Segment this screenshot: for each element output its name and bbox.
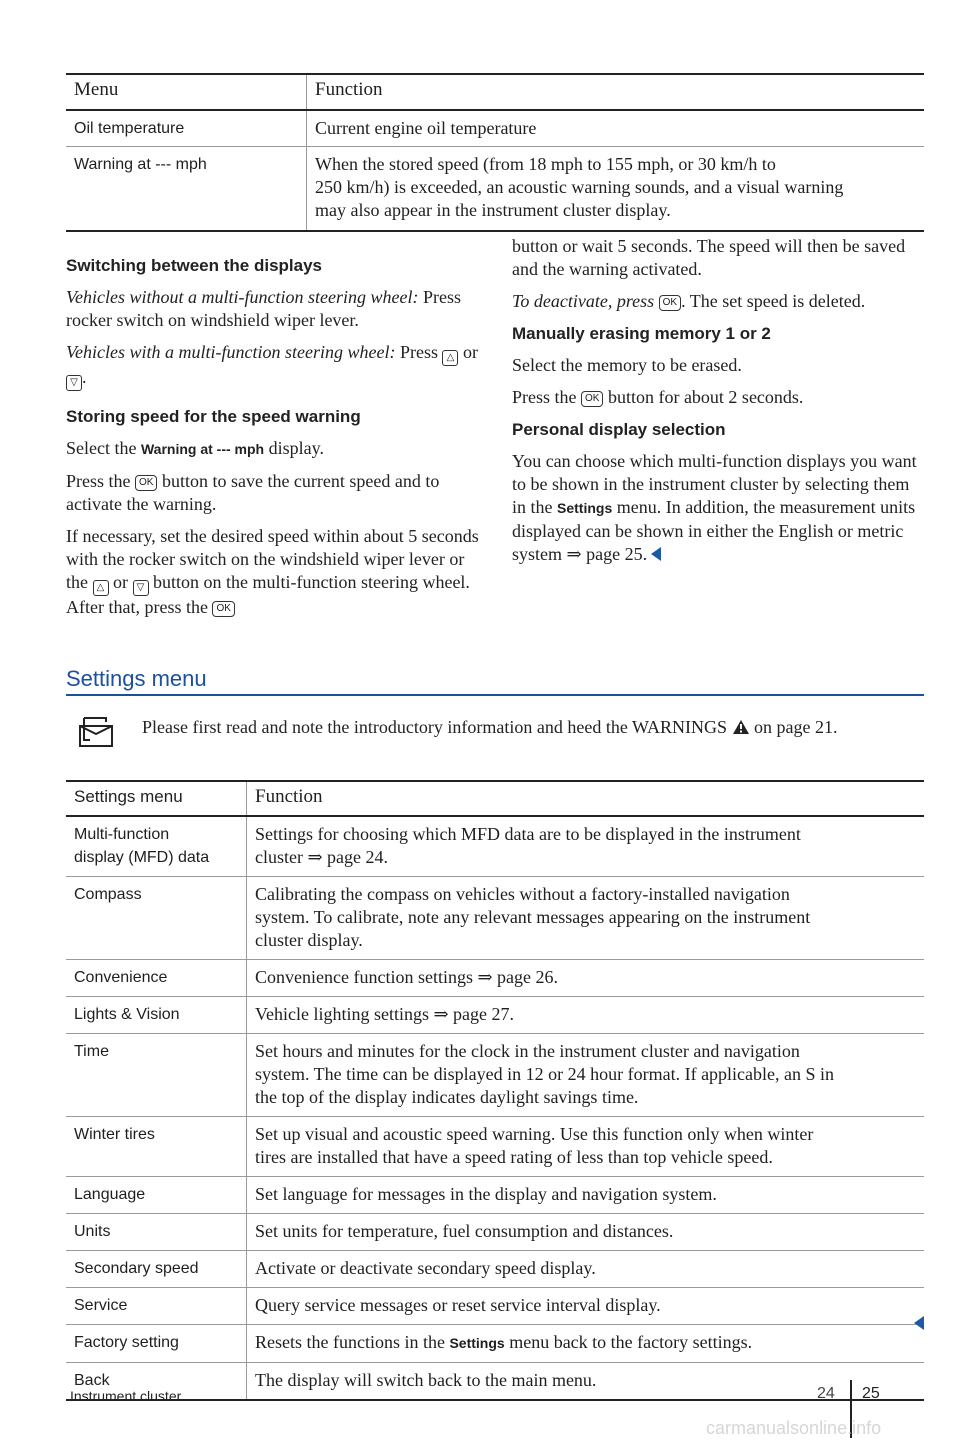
row-menu: Multi-function display (MFD) data <box>74 826 210 866</box>
row-function: Activate or deactivate secondary speed display. <box>246 1251 924 1287</box>
bullet-set-speed: If necessary, set the desired speed within about 5 seconds with the rocker switch on the windshield wiper lever or the △ or ▽ button on the multi-function steering wheel. After that, press the OK <box>66 526 479 617</box>
row-menu: Oil temperature <box>74 120 185 137</box>
up-key-icon: △ <box>93 580 109 596</box>
row-function-line: may also appear in the instrument cluster display. <box>315 200 671 220</box>
page-link[interactable]: ⇒ page 25. <box>566 544 648 564</box>
table-row <box>66 111 924 147</box>
table-header <box>66 73 924 111</box>
section-end-icon <box>914 1316 924 1330</box>
table-row <box>66 817 924 877</box>
left-column <box>66 250 486 628</box>
table-header <box>66 780 924 817</box>
ok-key-icon: OK <box>135 475 157 491</box>
row-function: Calibrating the compass on vehicles without a factory-installed navigation system. To calibrate, note any relevant messages appearing on the instrument cluster display. <box>246 877 924 959</box>
row-function-line: When the stored speed (from 18 mph to 155 mph, or 30 km/h to <box>315 154 776 174</box>
row-function-line: 250 km/h) is exceeded, an acoustic warning sounds, and a visual warning <box>315 177 844 197</box>
row-menu: Compass <box>74 886 142 903</box>
table-row <box>66 1034 924 1117</box>
table-row <box>66 960 924 997</box>
row-menu: Secondary speed <box>74 1260 199 1277</box>
row-function: Query service messages or reset service interval display. <box>246 1288 924 1324</box>
header-function: Function <box>246 782 924 815</box>
row-function: Set language for messages in the display and navigation system. <box>246 1177 924 1213</box>
book-icon <box>76 712 118 750</box>
row-function: Resets the functions in the Settings menu back to the factory settings. <box>246 1325 924 1362</box>
bullet-press-ok-2s: Press the OK button for about 2 seconds. <box>512 387 804 407</box>
row-function: Set hours and minutes for the clock in the instrument cluster and navigation system. The time can be displayed in 12 or 24 hour format. If applicable, an S in the top of the display indicates daylight savings time. <box>246 1034 924 1116</box>
row-menu: Service <box>74 1297 128 1314</box>
settings-title: Settings menu <box>66 666 207 691</box>
table-row <box>66 1363 924 1401</box>
header-function: Function <box>306 75 924 109</box>
page-number-left: 24 <box>817 1385 835 1402</box>
para-personal: You can choose which multi-function displays you want to be shown in the instrument cluster by selecting them in the Settings menu. In addition, the measurement units displayed can be shown in either the English or metric system ⇒ page 25. <box>512 451 917 564</box>
table-row <box>66 1177 924 1214</box>
page-number-right: 25 <box>862 1385 880 1402</box>
bullet-select-warning: Select the Warning at --- mph display. <box>66 438 324 458</box>
intro-note: Please first read and note the introductory information and heed the WARNINGS on page 21. <box>142 717 838 737</box>
table-row <box>66 1214 924 1251</box>
heading-storing: Storing speed for the speed warning <box>66 407 361 426</box>
table-row <box>66 1288 924 1325</box>
row-function: Set up visual and acoustic speed warning. Use this function only when winter tires are installed that have a speed rating of less than top vehicle speed. <box>246 1117 924 1176</box>
row-menu: Language <box>74 1186 146 1203</box>
row-menu: Time <box>74 1043 109 1060</box>
row-function: Vehicle lighting settings ⇒ page 27. <box>246 997 924 1033</box>
ok-key-icon: OK <box>212 601 234 617</box>
table-row <box>66 997 924 1034</box>
ok-key-icon: OK <box>581 391 603 407</box>
heading-switching: Switching between the displays <box>66 256 322 275</box>
down-key-icon: ▽ <box>66 375 82 391</box>
row-menu: Back <box>74 1372 110 1389</box>
row-menu: Lights & Vision <box>74 1006 180 1023</box>
bullet-select-memory: Select the memory to be erased. <box>512 355 742 375</box>
row-menu: Factory setting <box>74 1334 179 1351</box>
header-menu: Menu <box>74 79 119 100</box>
para-wait: button or wait 5 seconds. The speed will then be saved and the warning activated. <box>512 236 906 279</box>
table-row <box>66 1117 924 1177</box>
warning-icon <box>732 719 750 735</box>
oil-warning-table <box>66 73 924 232</box>
ok-key-icon: OK <box>659 295 681 311</box>
section-end-icon <box>651 547 661 561</box>
bullet-press-ok: Press the OK button to save the current speed and to activate the warning. <box>66 471 440 514</box>
row-function: Settings for choosing which MFD data are to be displayed in the instrument cluster ⇒ page 24. <box>246 817 924 876</box>
row-function: Set units for temperature, fuel consumption and distances. <box>246 1214 924 1250</box>
row-menu: Winter tires <box>74 1126 155 1143</box>
header-menu: Settings menu <box>74 787 183 806</box>
bullet-without-mfsw: Vehicles without a multi-function steering wheel: Press rocker switch on windshield wiper lever. <box>66 287 461 330</box>
down-key-icon: ▽ <box>133 580 149 596</box>
row-menu: Warning at --- mph <box>74 156 207 173</box>
table-row <box>66 877 924 960</box>
bullet-deactivate: To deactivate, press OK . The set speed is deleted. <box>512 291 866 311</box>
row-function <box>306 147 924 230</box>
row-menu: Convenience <box>74 969 168 986</box>
heading-erasing: Manually erasing memory 1 or 2 <box>512 324 771 343</box>
table-row <box>66 1251 924 1288</box>
row-function: Current engine oil temperature <box>306 111 924 146</box>
row-function: The display will switch back to the main menu. <box>246 1363 924 1399</box>
table-row <box>66 147 924 232</box>
right-column <box>512 235 924 575</box>
heading-personal: Personal display selection <box>512 420 726 439</box>
up-key-icon: △ <box>442 350 458 366</box>
divider <box>66 694 924 696</box>
table-row <box>66 1325 924 1363</box>
row-function: Convenience function settings ⇒ page 26. <box>246 960 924 996</box>
settings-table <box>66 780 924 1401</box>
footer-section: Instrument cluster <box>70 1388 182 1404</box>
row-menu: Units <box>74 1223 111 1240</box>
watermark: carmanualsonline.info <box>706 1418 882 1438</box>
bullet-with-mfsw: Vehicles with a multi-function steering wheel: Press △ or ▽ . <box>66 341 486 391</box>
